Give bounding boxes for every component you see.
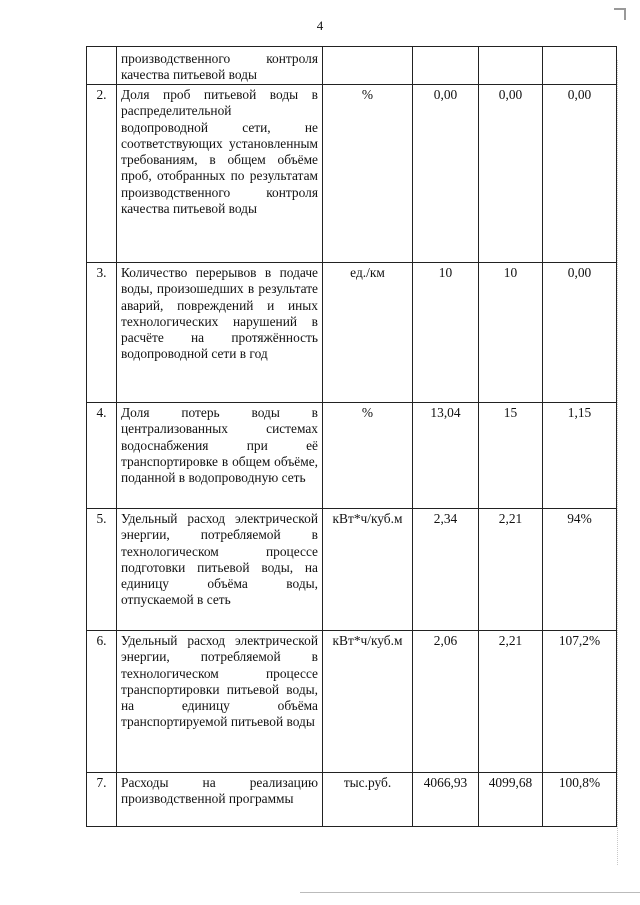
- fact-value: 2,21: [479, 509, 543, 631]
- plan-value: 10: [413, 263, 479, 403]
- unit-cell: кВт*ч/куб.м: [323, 631, 413, 773]
- plan-value: [413, 47, 479, 85]
- table-row: [87, 773, 617, 827]
- fact-value: 10: [479, 263, 543, 403]
- table-row: [87, 403, 617, 509]
- fact-value: [479, 47, 543, 85]
- plan-value: 13,04: [413, 403, 479, 509]
- table-row: [87, 85, 617, 263]
- table-row: [87, 509, 617, 631]
- row-number: 4.: [87, 403, 117, 509]
- indicators-table: [86, 46, 617, 827]
- unit-cell: %: [323, 85, 413, 263]
- deviation-value: 1,15: [543, 403, 617, 509]
- row-number: 7.: [87, 773, 117, 827]
- row-number: 2.: [87, 85, 117, 263]
- unit-cell: %: [323, 403, 413, 509]
- page-number: 4: [316, 18, 324, 33]
- plan-value: 4066,93: [413, 773, 479, 827]
- plan-value: 0,00: [413, 85, 479, 263]
- deviation-value: 0,00: [543, 85, 617, 263]
- row-number: [87, 47, 117, 85]
- table-row: [87, 47, 617, 85]
- plan-value: 2,06: [413, 631, 479, 773]
- unit-cell: ед./км: [323, 263, 413, 403]
- indicator-name: Расходы на реализацию производственной программы: [117, 773, 323, 827]
- deviation-value: [543, 47, 617, 85]
- fact-value: 2,21: [479, 631, 543, 773]
- unit-cell: [323, 47, 413, 85]
- deviation-value: 100,8%: [543, 773, 617, 827]
- fact-value: 4099,68: [479, 773, 543, 827]
- indicator-name: Удельный расход электрической энергии, потребляемой в технологическом процессе подготовки питьевой воды, на единицу объёма воды, отпускаемой в сеть: [117, 509, 323, 631]
- scan-corner-mark: [614, 8, 626, 20]
- table-row: [87, 631, 617, 773]
- footer-rule: [300, 892, 640, 893]
- row-number: 6.: [87, 631, 117, 773]
- indicator-name: Доля проб питьевой воды в распределительной водопроводной сети, не соответствующих установленным требованиям, в общем объёме проб, отобранных по результатам производственного контроля качества питьевой воды: [117, 85, 323, 263]
- deviation-value: 0,00: [543, 263, 617, 403]
- table-row: [87, 263, 617, 403]
- indicator-name: Удельный расход электрической энергии, потребляемой в технологическом процессе транспортировки питьевой воды, на единицу объёма транспортируемой питьевой воды: [117, 631, 323, 773]
- fact-value: 0,00: [479, 85, 543, 263]
- fact-value: 15: [479, 403, 543, 509]
- row-number: 3.: [87, 263, 117, 403]
- indicator-name: Доля потерь воды в централизованных системах водоснабжения при её транспортировке в общем объёме, поданной в водопроводную сеть: [117, 403, 323, 509]
- row-number: 5.: [87, 509, 117, 631]
- unit-cell: тыс.руб.: [323, 773, 413, 827]
- scan-edge-artifact: [616, 60, 618, 865]
- deviation-value: 107,2%: [543, 631, 617, 773]
- unit-cell: кВт*ч/куб.м: [323, 509, 413, 631]
- indicator-name: Количество перерывов в подаче воды, произошедших в результате аварий, повреждений и иных технологических нарушений в расчёте на протяжённость водопроводной сети в год: [117, 263, 323, 403]
- plan-value: 2,34: [413, 509, 479, 631]
- deviation-value: 94%: [543, 509, 617, 631]
- indicator-name: производственного контроля качества питьевой воды: [117, 47, 323, 85]
